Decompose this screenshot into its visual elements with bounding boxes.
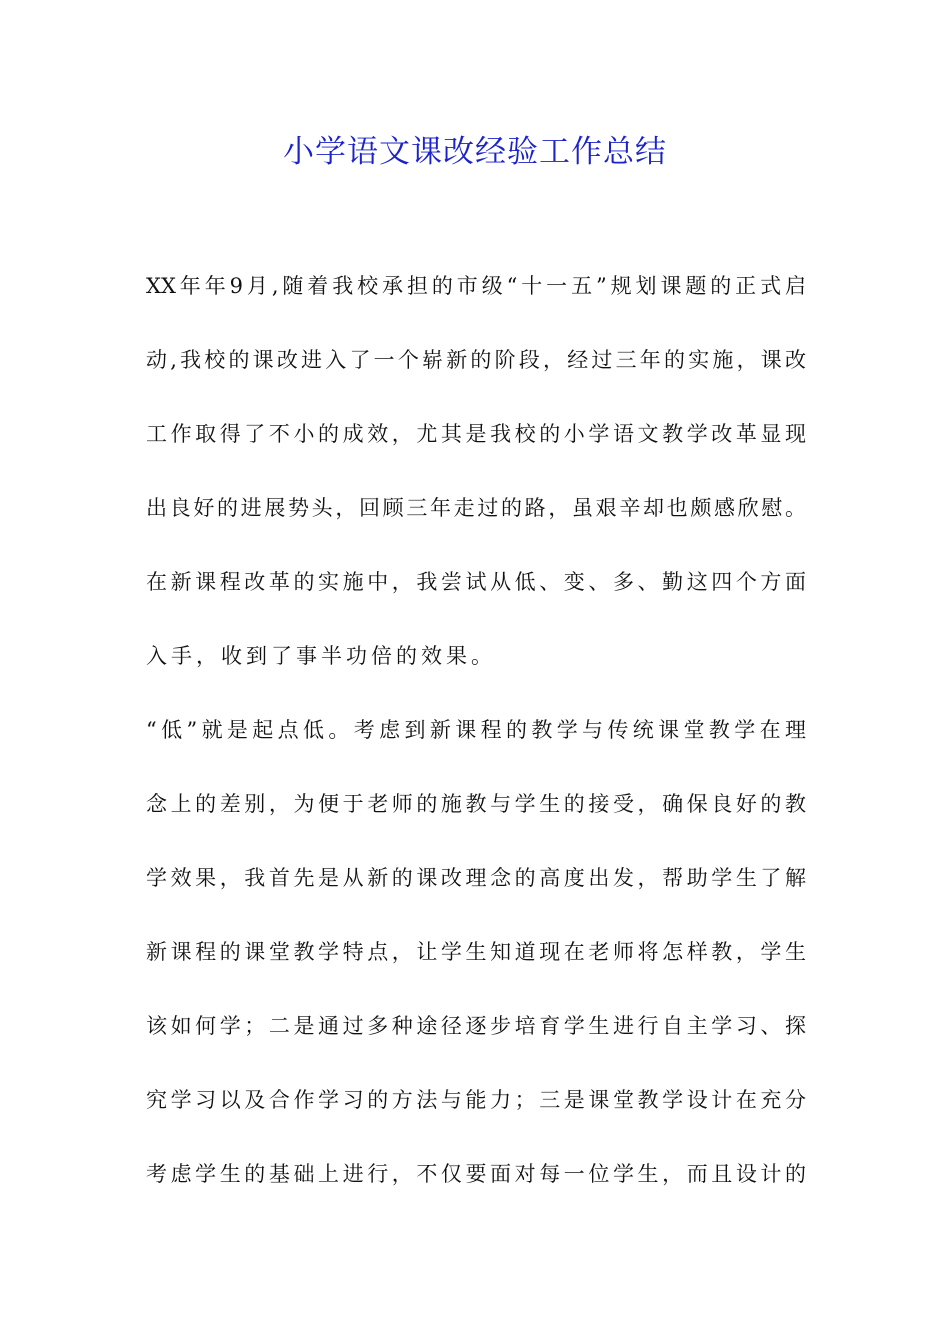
body-line: 出良好的进展势头，回顾三年走过的路，虽艰辛却也颇感欣慰。 xyxy=(146,496,806,520)
body-line: 考虑学生的基础上进行，不仅要面对每一位学生，而且设计的 xyxy=(146,1162,806,1186)
body-line: 新课程的课堂教学特点，让学生知道现在老师将怎样教，学生 xyxy=(146,940,806,964)
document-body xyxy=(146,266,806,1228)
body-line: 究学习以及合作学习的方法与能力；三是课堂教学设计在充分 xyxy=(146,1088,806,1112)
body-line: 该如何学；二是通过多种途径逐步培育学生进行自主学习、探 xyxy=(146,1014,806,1038)
document-title: 小学语文课改经验工作总结 xyxy=(283,134,667,170)
body-line: XX年年9月,随着我校承担的市级“十一五”规划课题的正式启 xyxy=(146,274,806,298)
body-line: 念上的差别，为便于老师的施教与学生的接受，确保良好的教 xyxy=(146,792,806,816)
body-line: 在新课程改革的实施中，我尝试从低、变、多、勤这四个方面 xyxy=(146,570,806,594)
body-line: 入手，收到了事半功倍的效果。 xyxy=(146,644,496,668)
body-line: “低”就是起点低。考虑到新课程的教学与传统课堂教学在理 xyxy=(146,718,806,742)
body-line: 动,我校的课改进入了一个崭新的阶段，经过三年的实施，课改 xyxy=(146,348,806,372)
body-line: 工作取得了不小的成效，尤其是我校的小学语文教学改革显现 xyxy=(146,422,806,446)
body-line: 学效果，我首先是从新的课改理念的高度出发，帮助学生了解 xyxy=(146,866,806,890)
